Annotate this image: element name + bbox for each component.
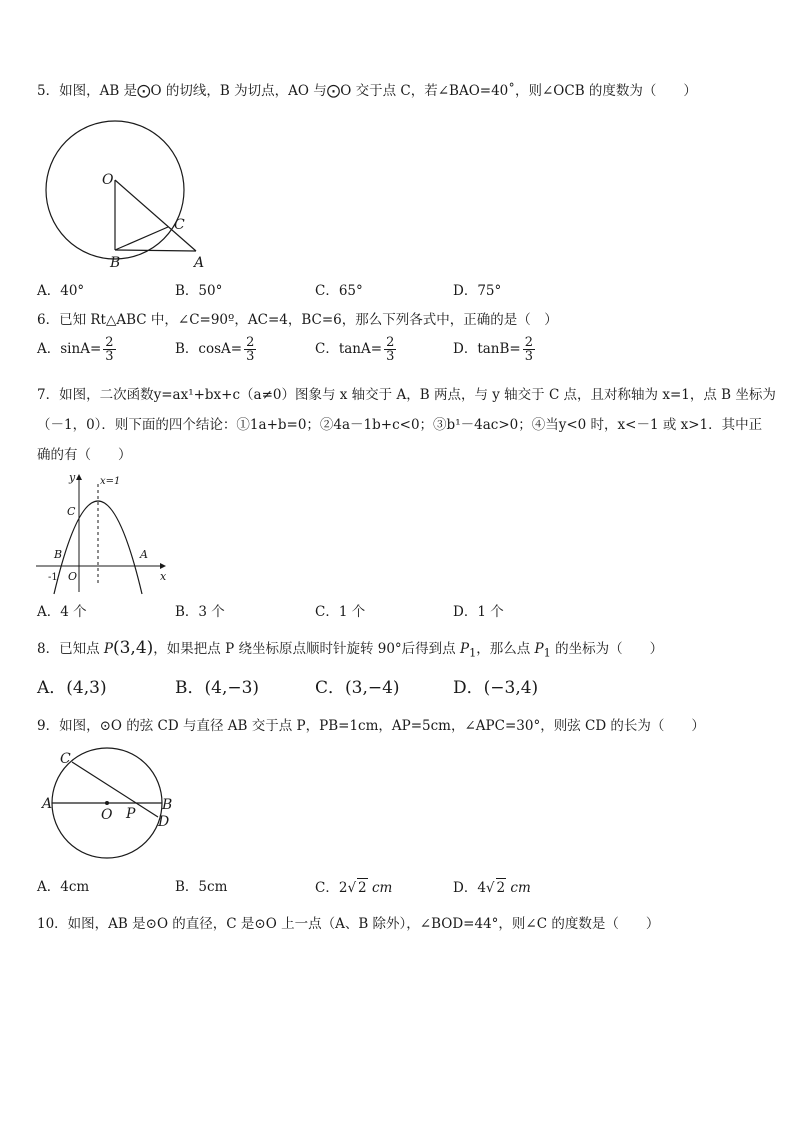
q10-stem: 10．如图，AB 是⊙O 的直径，C 是⊙O 上一点（A、B 除外），∠BOD=44°，则∠C 的度数是（ ） bbox=[37, 916, 660, 932]
q8-option-a[interactable]: A．(4,3) bbox=[37, 678, 107, 698]
q9-option-c-sqrt-icon: √ bbox=[347, 880, 357, 896]
q6-option-b[interactable] bbox=[175, 336, 256, 363]
q9-option-c[interactable] bbox=[315, 878, 392, 897]
q9-stem: 9．如图，⊙O 的弦 CD 与直径 AB 交于点 P，PB=1cm，AP=5cm，∠APC=30°，则弦 CD 的长为（ ） bbox=[37, 718, 705, 734]
q9-option-d-coef: 4 bbox=[477, 880, 486, 896]
q6-stem: 6．已知 Rt△ABC 中，∠C=90º，AC=4，BC=6，那么下列各式中，正确的是（ ） bbox=[37, 312, 558, 328]
q7-label-C: C bbox=[67, 505, 76, 518]
q9-option-b[interactable]: B．5cm bbox=[175, 879, 228, 895]
q7-stem-line3: 确的有（ ） bbox=[37, 447, 132, 463]
q9-figure bbox=[40, 748, 180, 868]
q8-point-P: P bbox=[103, 641, 113, 657]
q6-option-c[interactable] bbox=[315, 336, 396, 363]
q5-label-A: A bbox=[194, 255, 205, 271]
q9-center-point bbox=[105, 801, 109, 805]
q7-option-d[interactable]: D．1 个 bbox=[453, 604, 504, 620]
q8-stem-c: ，那么点 bbox=[476, 641, 535, 657]
q7-label-axis: x=1 bbox=[100, 476, 121, 487]
q6-option-b-num: 2 bbox=[246, 335, 255, 350]
q6-option-b-label: B．cosA= bbox=[175, 341, 243, 357]
q8-option-c[interactable]: C．(3,−4) bbox=[315, 678, 400, 698]
q7-x-arrow-icon bbox=[160, 563, 166, 569]
q5-option-d[interactable]: D．75° bbox=[453, 283, 502, 299]
q6-option-a-fraction bbox=[103, 336, 115, 363]
q7-y-arrow-icon bbox=[76, 474, 82, 480]
q6-option-d-label: D．tanB= bbox=[453, 341, 521, 357]
q6-option-d-fraction bbox=[523, 336, 535, 363]
q7-label-neg1: -1 bbox=[48, 572, 58, 583]
q6-option-c-den: 3 bbox=[386, 349, 395, 364]
q5-label-B: B bbox=[110, 255, 121, 271]
q9-option-d-label: D． bbox=[453, 880, 478, 896]
q6-option-d-den: 3 bbox=[524, 349, 534, 364]
q8-stem-d: 的坐标为（ ） bbox=[550, 641, 664, 657]
q9-label-D: D bbox=[158, 814, 170, 830]
q5-label-O: O bbox=[102, 172, 114, 188]
q6-option-a-den: 3 bbox=[105, 349, 114, 364]
q6-option-a[interactable] bbox=[37, 336, 116, 363]
q9-option-c-label: C． bbox=[315, 880, 339, 896]
q9-option-c-unit: cm bbox=[371, 880, 393, 896]
q5-option-a[interactable]: A．40° bbox=[37, 283, 85, 299]
q5-segment-BC bbox=[115, 227, 168, 250]
q6-option-d-num: 2 bbox=[524, 335, 534, 350]
q8-stem-a: 8．已知点 bbox=[37, 641, 104, 657]
q9-option-c-coef: 2 bbox=[338, 880, 348, 896]
q7-option-b[interactable]: B．3 个 bbox=[175, 604, 225, 620]
q9-option-d-rad: 2 bbox=[496, 880, 506, 896]
q9-label-A: A bbox=[42, 796, 53, 812]
q8-option-b[interactable]: B．(4,−3) bbox=[175, 678, 260, 698]
q9-option-d[interactable] bbox=[453, 878, 531, 897]
q9-option-d-unit: cm bbox=[510, 880, 531, 896]
q6-option-a-num: 2 bbox=[105, 335, 114, 350]
q6-option-c-label: C．tanA= bbox=[315, 341, 383, 357]
q6-option-b-fraction bbox=[244, 336, 256, 363]
q7-stem-line1: 7．如图，二次函数y=ax¹+bx+c（a≠0）图象与 x 轴交于 A，B 两点，与 y 轴交于 C 点，且对称轴为 x=1，点 B 坐标为 bbox=[37, 387, 776, 403]
q7-figure bbox=[36, 470, 176, 595]
q8-point-P1: P bbox=[459, 641, 470, 657]
q7-label-y: y bbox=[69, 471, 76, 484]
q5-stem: 5．如图，AB 是⨀O 的切线，B 为切点，AO 与⨀O 交于点 C，若∠BAO=40˚，则∠OCB 的度数为（ ） bbox=[37, 83, 697, 99]
q7-label-B: B bbox=[54, 548, 63, 561]
q9-label-P: P bbox=[126, 806, 136, 822]
q7-option-a[interactable]: A．4 个 bbox=[37, 604, 87, 620]
q8-coord: (3,4) bbox=[112, 638, 154, 658]
q6-option-c-num: 2 bbox=[386, 335, 395, 350]
q8-point-P1-again: P bbox=[534, 641, 544, 657]
q9-chord-CD bbox=[72, 762, 158, 817]
q8-stem bbox=[37, 639, 663, 663]
q6-option-a-label: A．sinA= bbox=[37, 341, 102, 357]
q6-option-c-fraction bbox=[384, 336, 396, 363]
q6-option-b-den: 3 bbox=[246, 349, 255, 364]
q8-option-d[interactable]: D．(−3,4) bbox=[453, 678, 539, 698]
q7-label-A: A bbox=[140, 548, 148, 561]
q7-option-c[interactable]: C．1 个 bbox=[315, 604, 366, 620]
q5-segment-BA bbox=[115, 250, 196, 251]
q8-stem-b: ，如果把点 P 绕坐标原点顺时针旋转 90°后得到点 bbox=[153, 641, 460, 657]
q9-option-d-sqrt-icon: √ bbox=[485, 880, 495, 896]
q9-option-c-rad: 2 bbox=[358, 880, 367, 896]
q9-label-B: B bbox=[162, 797, 173, 813]
q5-label-C: C bbox=[174, 217, 185, 233]
q9-label-C: C bbox=[60, 751, 71, 767]
q8-point-P1-sub: 1 bbox=[469, 646, 477, 660]
q7-stem-line2: （－1，0）．则下面的四个结论：①1a+b=0；②4a－1b+c<0；③b¹－4ac>0；④当y<0 时，x<－1 或 x>1．其中正 bbox=[37, 417, 763, 433]
q9-option-a[interactable]: A．4cm bbox=[37, 879, 90, 895]
q9-label-O: O bbox=[101, 807, 113, 823]
q5-figure bbox=[40, 120, 210, 270]
q6-option-d[interactable] bbox=[453, 336, 535, 363]
q7-label-x: x bbox=[160, 570, 167, 583]
q5-option-b[interactable]: B．50° bbox=[175, 283, 223, 299]
q5-option-c[interactable]: C．65° bbox=[315, 283, 363, 299]
q7-label-O: O bbox=[68, 570, 78, 583]
q8-point-P1-again-sub: 1 bbox=[543, 646, 551, 660]
